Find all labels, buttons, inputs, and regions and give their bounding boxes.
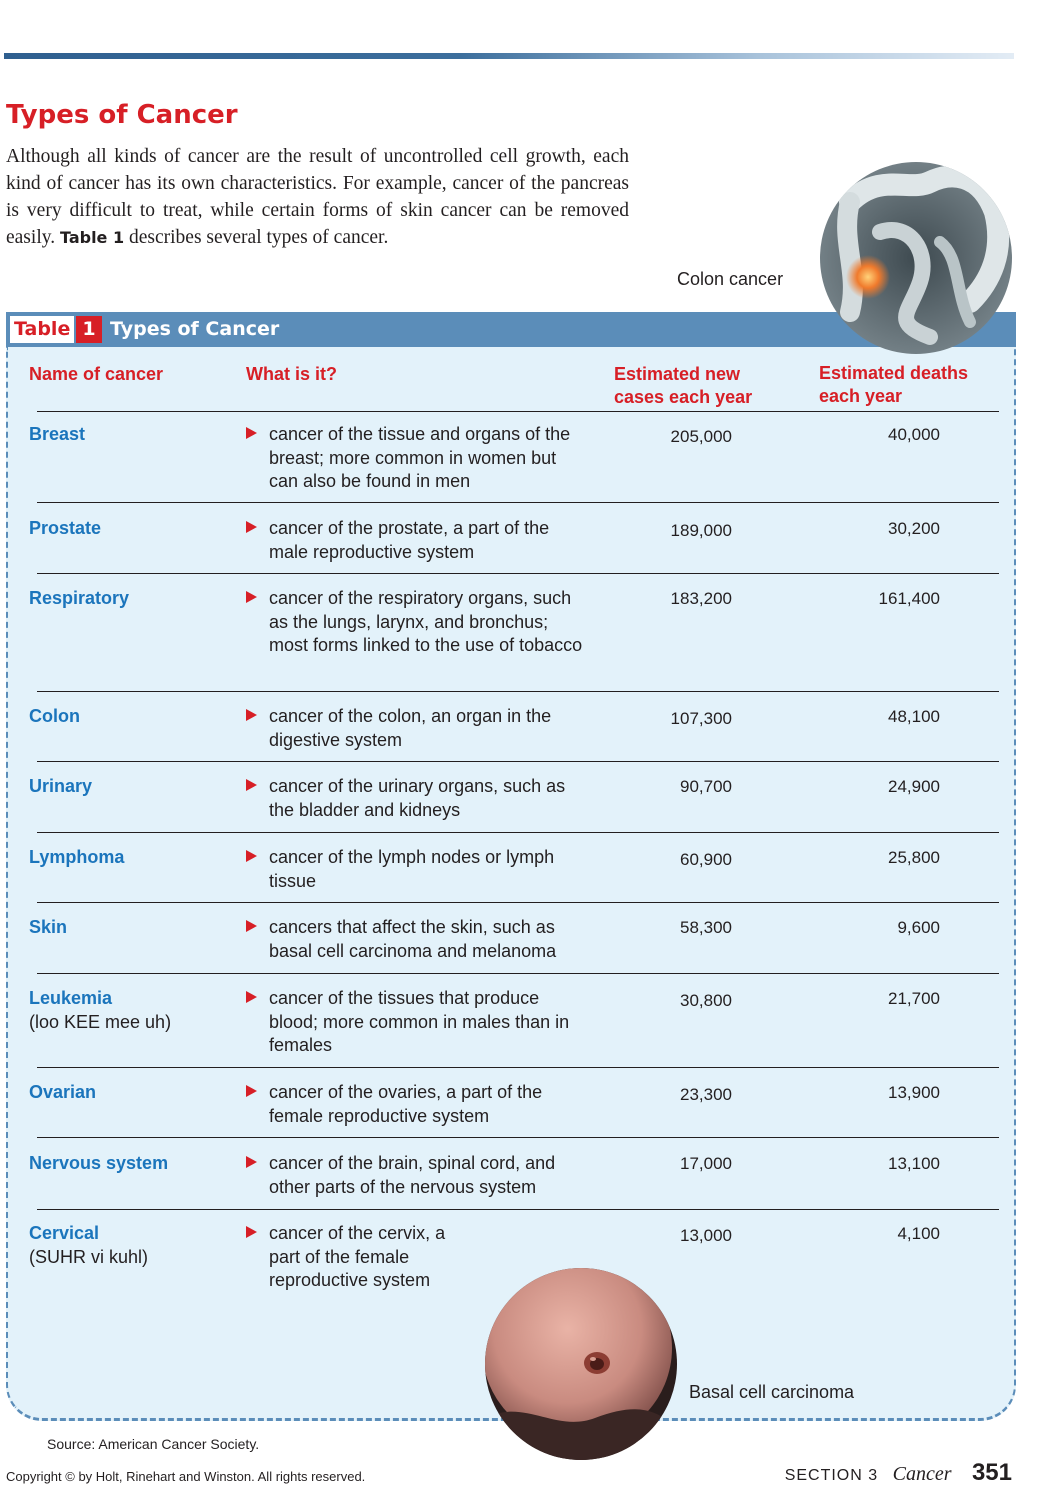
deaths-value: 30,200 (888, 519, 940, 538)
bullet-arrow-icon (246, 779, 257, 791)
deaths-value: 13,100 (888, 1154, 940, 1173)
bullet-arrow-icon (246, 1226, 257, 1238)
intro-table-ref: Table 1 (59, 228, 125, 247)
cancer-description: cancer of the cervix, a part of the female reproductive system (269, 1223, 446, 1290)
row-divider (37, 761, 999, 762)
cancer-description: cancer of the colon, an organ in the digestive system (269, 706, 552, 750)
bullet-arrow-icon (246, 991, 257, 1003)
bullet-arrow-icon (246, 1156, 257, 1168)
top-rule (4, 53, 1014, 59)
cancer-name: Respiratory (29, 588, 130, 608)
cancer-name-cell (29, 916, 67, 940)
cancer-name-cell (29, 1152, 168, 1176)
header-new-cases-line1: Estimated new (614, 364, 741, 384)
deaths-value: 40,000 (888, 425, 940, 444)
new-cases-value: 13,000 (680, 1226, 732, 1245)
intro-text-after: describes several types of cancer. (124, 227, 389, 248)
footer-chapter: Cancer (892, 1463, 952, 1485)
pronunciation: (loo KEE mee uh) (29, 1011, 172, 1032)
row-divider (37, 1209, 999, 1210)
cancer-description: cancer of the urinary organs, such as the bladder and kidneys (269, 776, 566, 820)
basal-photo-caption: Basal cell carcinoma (689, 1382, 855, 1402)
header-name: Name of cancer (29, 364, 164, 384)
bullet-arrow-icon (246, 850, 257, 862)
bullet-arrow-icon (246, 427, 257, 439)
intro-text-before: Although all kinds of cancer are the result of uncontrolled cell growth, each kind of cancer has its own characteristics. For example, cancer of the pancreas is very difficult to treat, while certain forms of skin cancer can be removed easily. (6, 146, 629, 248)
cancer-description: cancers that affect the skin, such as basal cell carcinoma and melanoma (269, 917, 557, 961)
cancer-name-cell (29, 423, 85, 447)
deaths-value: 25,800 (888, 848, 940, 867)
footer-section: SECTION 3 (784, 1467, 879, 1484)
table-title: Types of Cancer (110, 318, 280, 340)
cancer-name: Prostate (29, 518, 102, 538)
cancer-name-cell (29, 846, 124, 870)
cancer-description: cancer of the respiratory organs, such as the lungs, larynx, and bronchus; most forms linked to the use of tobacco (269, 588, 583, 655)
cancer-name: Nervous system (29, 1153, 169, 1173)
new-cases-value: 90,700 (680, 777, 732, 796)
cancer-description: cancer of the brain, spinal cord, and other parts of the nervous system (269, 1153, 556, 1197)
row-divider (37, 973, 999, 974)
deaths-value: 4,100 (897, 1224, 940, 1243)
deaths-value: 48,100 (888, 707, 940, 726)
cancer-name: Ovarian (29, 1082, 97, 1102)
table-tag-number: 1 (76, 316, 102, 343)
row-divider (37, 1067, 999, 1068)
new-cases-value: 23,300 (680, 1085, 732, 1104)
row-divider (37, 411, 999, 412)
cancer-name-cell (29, 587, 129, 611)
cancer-name: Colon (29, 706, 80, 726)
cancer-name-cell (29, 517, 101, 541)
header-deaths-line1: Estimated deaths (819, 363, 969, 383)
bullet-arrow-icon (246, 709, 257, 721)
row-divider (37, 1137, 999, 1138)
row-divider (37, 902, 999, 903)
cancer-name-cell (29, 775, 92, 799)
new-cases-value: 30,800 (680, 991, 732, 1010)
header-what: What is it? (246, 364, 337, 384)
table-tag-label: Table (10, 316, 74, 343)
cancer-name: Cervical (29, 1223, 100, 1243)
cancer-name: Leukemia (29, 988, 113, 1008)
section-title: Types of Cancer (6, 100, 238, 130)
deaths-value: 161,400 (878, 589, 940, 608)
row-divider (37, 502, 999, 503)
page-footer (785, 1459, 1012, 1487)
colon-cancer-photo (820, 162, 1012, 354)
deaths-value: 13,900 (888, 1083, 940, 1102)
bullet-arrow-icon (246, 920, 257, 932)
deaths-value: 24,900 (888, 777, 940, 796)
colon-photo-caption: Colon cancer (677, 269, 784, 289)
cancer-name-cell (29, 987, 171, 1034)
new-cases-value: 107,300 (670, 709, 732, 728)
pronunciation: (SUHR vi kuhl) (29, 1246, 149, 1267)
page-number: 351 (971, 1459, 1012, 1486)
cancer-description: cancer of the tissues that produce blood; more common in males than in females (269, 988, 570, 1055)
cancer-name: Breast (29, 424, 86, 444)
cancer-name: Lymphoma (29, 847, 125, 867)
new-cases-value: 17,000 (680, 1154, 732, 1173)
cancer-description: cancer of the prostate, a part of the male reproductive system (269, 518, 550, 562)
deaths-value: 21,700 (888, 989, 940, 1008)
header-deaths-line2: each year (819, 386, 903, 406)
cancer-name: Skin (29, 917, 68, 937)
cancer-name-cell (29, 1222, 148, 1269)
new-cases-value: 60,900 (680, 850, 732, 869)
cancer-description: cancer of the tissue and organs of the breast; more common in women but can also be found in men (269, 424, 571, 491)
header-new-cases-line2: cases each year (614, 387, 753, 407)
new-cases-value: 183,200 (670, 589, 732, 608)
row-divider (37, 573, 999, 574)
cancer-description: cancer of the lymph nodes or lymph tissue (269, 847, 555, 891)
row-divider (37, 691, 999, 692)
bullet-arrow-icon (246, 591, 257, 603)
bullet-arrow-icon (246, 521, 257, 533)
cancer-description: cancer of the ovaries, a part of the female reproductive system (269, 1082, 543, 1126)
cancer-name-cell (29, 1081, 96, 1105)
new-cases-value: 189,000 (670, 521, 732, 540)
copyright: Copyright © by Holt, Rinehart and Winston. All rights reserved. (6, 1469, 366, 1484)
bullet-arrow-icon (246, 1085, 257, 1097)
intro-paragraph (6, 143, 629, 251)
cancer-name: Urinary (29, 776, 93, 796)
header-new-cases (614, 363, 752, 409)
new-cases-value: 205,000 (670, 427, 732, 446)
header-deaths (819, 362, 968, 408)
types-of-cancer-table (6, 312, 1016, 1422)
cancer-name-cell (29, 705, 80, 729)
new-cases-value: 58,300 (680, 918, 732, 937)
table-source: Source: American Cancer Society. (47, 1436, 260, 1452)
basal-cell-carcinoma-photo (485, 1268, 677, 1460)
row-divider (37, 832, 999, 833)
deaths-value: 9,600 (897, 918, 940, 937)
